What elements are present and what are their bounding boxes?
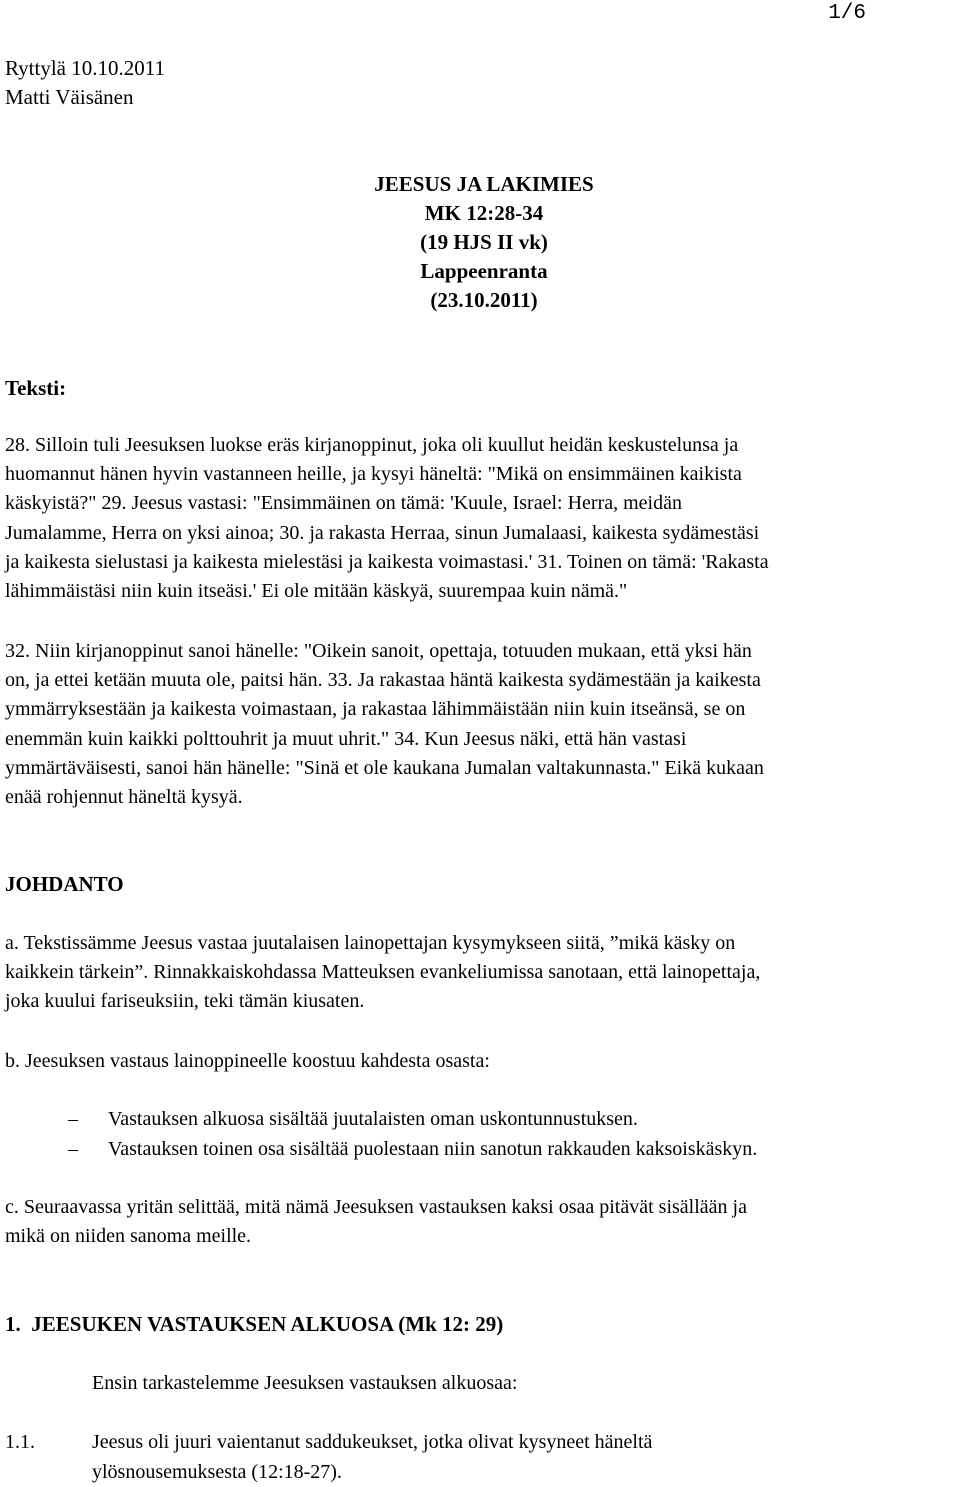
scripture-line: enemmän kuin kaikki polttouhrit ja muut uhrit." 34. Kun Jeesus näki, että hän vastasi xyxy=(5,725,957,754)
scripture-line: enää rohjennut häneltä kysyä. xyxy=(5,783,957,812)
paragraph-line: Jeesus oli juuri vaientanut saddukeukset, jotka olivat kysyneet häneltä xyxy=(92,1428,652,1458)
paragraph-line: c. Seuraavassa yritän selittää, mitä nämä Jeesuksen vastauksen kaksi osaa pitävät sisällään ja xyxy=(5,1193,957,1222)
johdanto-paragraph-c xyxy=(5,1193,957,1251)
document-meta xyxy=(5,54,165,112)
page-number: 1/6 xyxy=(828,2,866,26)
list-item-text: Vastauksen toinen osa sisältää puolestaan niin sanotun rakkauden kaksoiskäskyn. xyxy=(108,1138,757,1160)
item-body xyxy=(92,1428,652,1487)
scripture-paragraph-2 xyxy=(5,637,957,812)
scripture-line: 28. Silloin tuli Jeesuksen luokse eräs kirjanoppinut, joka oli kuullut heidän keskustelunsa ja xyxy=(5,431,957,460)
answer-parts-list xyxy=(68,1105,757,1164)
paragraph-line: kaikkein tärkein”. Rinnakkaiskohdassa Matteuksen evankeliumissa sanotaan, että lainopettaja, xyxy=(5,958,957,987)
paragraph-line: mikä on niiden sanoma meille. xyxy=(5,1222,957,1251)
list-item xyxy=(68,1135,757,1165)
scripture-line: ymmärryksestään ja kaikesta voimastaan, ja rakastaa lähimmäistään niin kuin itseänsä, se on xyxy=(5,695,957,724)
text-label: Teksti: xyxy=(5,374,66,403)
author-name: Matti Väisänen xyxy=(5,83,165,112)
title-line-3: (19 HJS II vk) xyxy=(0,228,960,257)
scripture-line: on, ja ettei ketään muuta ole, paitsi hän. 33. Ja rakastaa häntä kaikesta sydämestään ja kaikesta xyxy=(5,666,957,695)
title-line-1: JEESUS JA LAKIMIES xyxy=(0,170,960,199)
location-date: Ryttylä 10.10.2011 xyxy=(5,54,165,83)
title-line-2: MK 12:28-34 xyxy=(0,199,960,228)
paragraph-line: joka kuului fariseuksiin, teki tämän kiusaten. xyxy=(5,987,957,1016)
scripture-line: 32. Niin kirjanoppinut sanoi hänelle: "Oikein sanoit, opettaja, totuuden mukaan, että yksi hän xyxy=(5,637,957,666)
scripture-paragraph-1 xyxy=(5,431,957,606)
scripture-line: Jumalamme, Herra on yksi ainoa; 30. ja rakasta Herraa, sinun Jumalaasi, kaikesta sydämestäsi xyxy=(5,519,957,548)
dash-bullet-icon: – xyxy=(68,1105,108,1135)
scripture-line: lähimmäistäsi niin kuin itseäsi.' Ei ole mitään käskyä, suurempaa kuin nämä." xyxy=(5,577,957,606)
scripture-line: ja kaikesta sielustasi ja kaikesta mielestäsi ja kaikesta voimastasi.' 31. Toinen on tämä: 'Rakasta xyxy=(5,548,957,577)
paragraph-line: b. Jeesuksen vastaus lainoppineelle koostuu kahdesta osasta: xyxy=(5,1047,957,1076)
section-1-heading: 1. JEESUKEN VASTAUKSEN ALKUOSA (Mk 12: 29) xyxy=(5,1310,503,1339)
scripture-line: käskyistä?" 29. Jeesus vastasi: "Ensimmäinen on tämä: 'Kuule, Israel: Herra, meidän xyxy=(5,489,957,518)
dash-bullet-icon: – xyxy=(68,1135,108,1165)
title-line-4: Lappeenranta xyxy=(0,257,960,286)
section-1-intro: Ensin tarkastelemme Jeesuksen vastauksen alkuosaa: xyxy=(92,1369,517,1398)
document-title xyxy=(0,170,960,315)
list-item xyxy=(68,1105,757,1135)
paragraph-line: a. Tekstissämme Jeesus vastaa juutalaisen lainopettajan kysymykseen siitä, ”mikä käsky on xyxy=(5,929,957,958)
item-number: 1.1. xyxy=(5,1428,35,1458)
list-item-text: Vastauksen alkuosa sisältää juutalaisten oman uskontunnustuksen. xyxy=(108,1108,638,1130)
johdanto-paragraph-b xyxy=(5,1047,957,1076)
johdanto-heading: JOHDANTO xyxy=(5,870,124,899)
title-line-5: (23.10.2011) xyxy=(0,286,960,315)
scripture-line: ymmärtäväisesti, sanoi hän hänelle: "Sinä et ole kaukana Jumalan valtakunnasta." Eikä kukaan xyxy=(5,754,957,783)
johdanto-paragraph-a xyxy=(5,929,957,1017)
paragraph-line: ylösnousemuksesta (12:18-27). xyxy=(92,1458,652,1487)
scripture-line: huomannut hänen hyvin vastanneen heille, ja kysyi häneltä: "Mikä on ensimmäinen kaikista xyxy=(5,460,957,489)
